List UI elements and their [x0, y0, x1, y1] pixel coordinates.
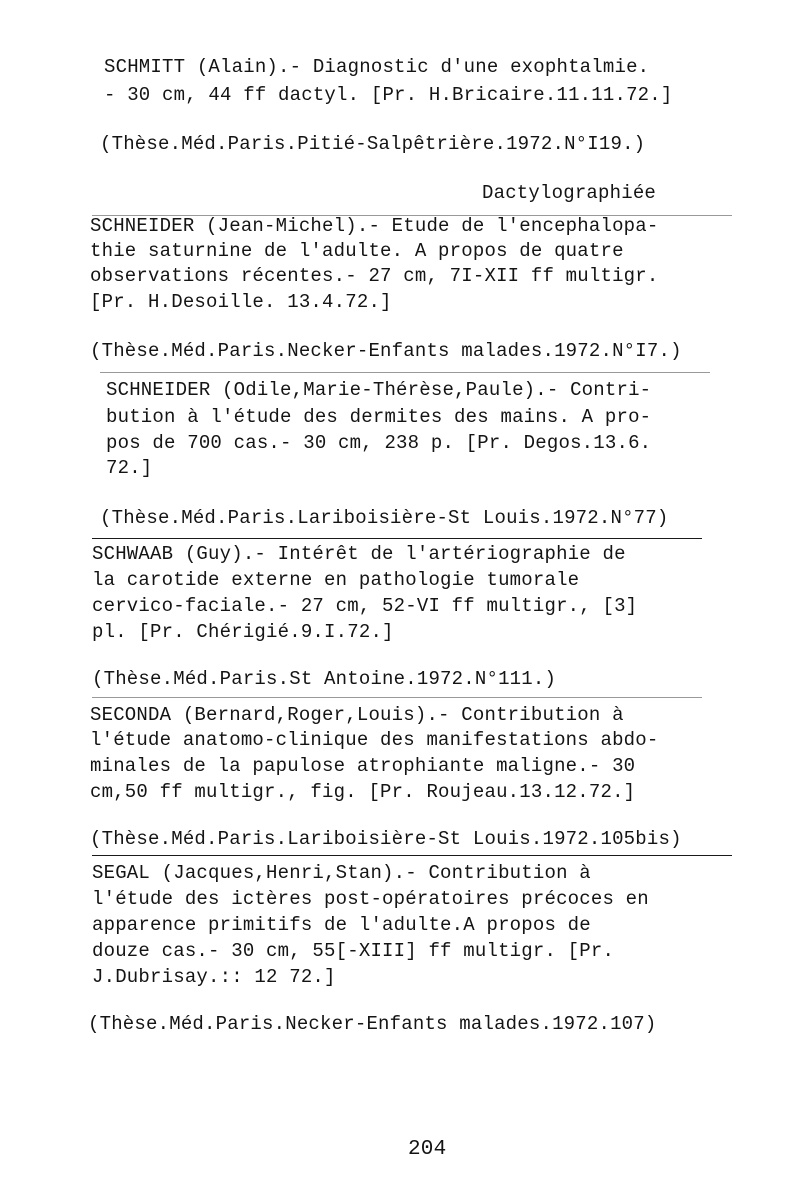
- entry-location: (Thèse.Méd.Paris.St Antoine.1972.N°111.): [92, 668, 557, 690]
- entry-line: pos de 700 cas.- 30 cm, 238 p. [Pr. Degos.13.6.: [106, 432, 652, 454]
- entry-line: - 30 cm, 44 ff dactyl. [Pr. H.Bricaire.11.11.72.]: [104, 84, 673, 106]
- entry-line: [Pr. H.Desoille. 13.4.72.]: [90, 291, 392, 313]
- entry-line: SECONDA (Bernard,Roger,Louis).- Contribution à: [90, 704, 624, 726]
- entry-line: minales de la papulose atrophiante maligne.- 30: [90, 755, 636, 777]
- separator-rule: [92, 855, 732, 856]
- entry-location: (Thèse.Méd.Paris.Lariboisière-St Louis.1972.N°77): [100, 507, 669, 529]
- entry-line: J.Dubrisay.:: 12 72.]: [92, 966, 336, 988]
- entry-note: Dactylographiée: [482, 182, 657, 204]
- entry-line: apparence primitifs de l'adulte.A propos de: [92, 914, 591, 936]
- entry-location: (Thèse.Méd.Paris.Lariboisière-St Louis.1972.105bis): [90, 828, 682, 850]
- entry-line: la carotide externe en pathologie tumorale: [92, 569, 580, 591]
- entry-line: 72.]: [106, 457, 153, 479]
- entry-line: cervico-faciale.- 27 cm, 52-VI ff multigr., [3]: [92, 595, 638, 617]
- separator-rule: [92, 697, 702, 698]
- entry-location: (Thèse.Méd.Paris.Necker-Enfants malades.1972.N°I7.): [90, 340, 682, 362]
- entry-line: l'étude anatomo-clinique des manifestations abdo-: [90, 729, 659, 751]
- entry-line: thie saturnine de l'adulte. A propos de quatre: [90, 240, 624, 262]
- entry-line: SEGAL (Jacques,Henri,Stan).- Contribution à: [92, 862, 591, 884]
- separator-rule: [92, 538, 702, 539]
- entry-line: observations récentes.- 27 cm, 7I-XII ff multigr.: [90, 265, 659, 287]
- entry-line: pl. [Pr. Chérigié.9.I.72.]: [92, 621, 394, 643]
- entry-location: (Thèse.Méd.Paris.Necker-Enfants malades.1972.107): [88, 1013, 657, 1035]
- entry-line: SCHNEIDER (Jean-Michel).- Etude de l'encephalopa-: [90, 215, 659, 237]
- entry-location: (Thèse.Méd.Paris.Pitié-Salpêtrière.1972.N°I19.): [100, 133, 646, 155]
- entry-line: SCHWAAB (Guy).- Intérêt de l'artériographie de: [92, 543, 626, 565]
- entry-line: SCHNEIDER (Odile,Marie-Thérèse,Paule).- Contri-: [106, 379, 652, 401]
- separator-rule: [100, 372, 710, 373]
- entry-line: douze cas.- 30 cm, 55[-XIII] ff multigr. [Pr.: [92, 940, 615, 962]
- entry-line: SCHMITT (Alain).- Diagnostic d'une exophtalmie.: [104, 56, 650, 78]
- entry-line: bution à l'étude des dermites des mains. A pro-: [106, 406, 652, 428]
- entry-line: cm,50 ff multigr., fig. [Pr. Roujeau.13.12.72.]: [90, 781, 636, 803]
- page-number: 204: [408, 1138, 447, 1161]
- entry-line: l'étude des ictères post-opératoires précoces en: [92, 888, 649, 910]
